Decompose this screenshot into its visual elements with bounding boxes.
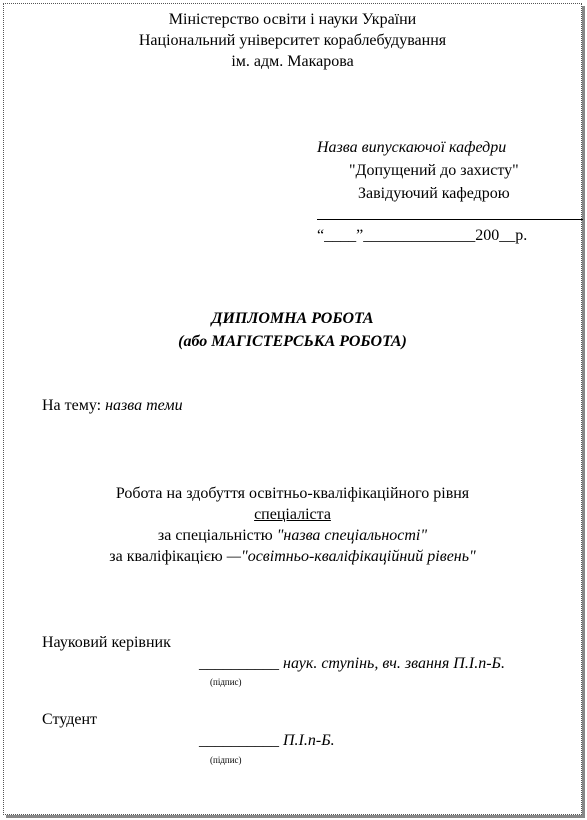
qualification-value: —"освітньо-кваліфікаційний рівень" [226,548,476,565]
supervisor-details: наук. ступінь, вч. звання П.І.п-Б. [283,655,505,672]
university-name: Національний університет кораблебудування [138,32,447,49]
qualification-label: за кваліфікацією [109,548,223,565]
student-label: Студент [42,711,98,728]
student-signature-caption: (підпис) [210,755,242,765]
head-of-department: Завідуючий кафедрою [358,185,510,202]
admitted-to-defense: "Допущений до захисту" [349,162,519,179]
qualification-level-line [4,505,581,525]
student-name: П.І.п-Б. [283,732,335,749]
student-blank: __________ [199,732,279,749]
specialty-value: "назва спеціальності" [276,527,428,544]
department-name: Назва випускаючої кафедри [317,139,507,156]
title-page [3,3,582,815]
signature-line [317,219,583,220]
qualification-intro: Робота на здобуття освітньо-кваліфікаційного рівня [115,485,470,502]
ministry-name: Міністерство освіти і науки України [168,11,417,28]
work-title: ДИПЛОМНА РОБОТА [211,310,374,327]
supervisor-signature-caption: (підпис) [210,677,242,687]
supervisor-blank: __________ [199,655,279,672]
work-title-alt: (або МАГІСТЕРСЬКА РОБОТА) [178,333,407,350]
qualification-line [4,547,581,567]
topic-value: назва теми [105,397,183,414]
student-signature-line [199,731,335,751]
qualification-level: спеціаліста [254,506,331,523]
approval-date-line: “____”______________200__р. [317,227,528,244]
specialty-label: за спеціальністю [157,527,273,544]
university-named-after: ім. адм. Макарова [231,53,354,70]
supervisor-label: Науковий керівник [42,634,171,651]
topic-line [42,396,183,416]
topic-label: На тему: [42,397,102,414]
specialty-line [4,526,581,546]
supervisor-signature-line [199,654,505,674]
